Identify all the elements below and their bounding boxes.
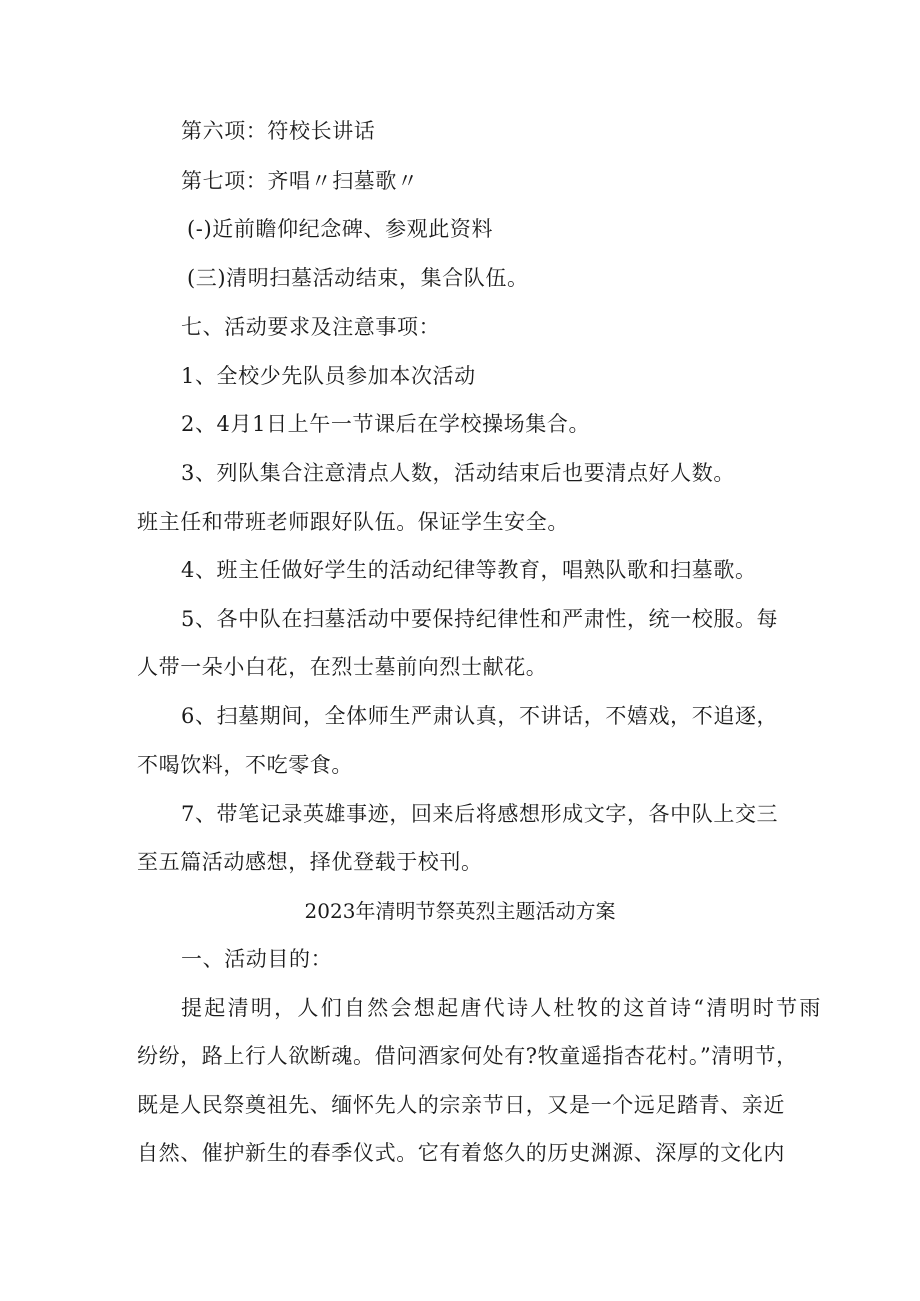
requirement-1: 1、全校少先队员参加本次活动 (181, 364, 476, 388)
requirement-3-line-1: 3、列队集合注意清点人数，活动结束后也要清点好人数。 (181, 461, 735, 485)
section-heading-7: 七、活动要求及注意事项： (181, 315, 441, 339)
requirement-3-line-2: 班主任和带班老师跟好队伍。保证学生安全。 (137, 510, 569, 534)
requirement-6-line-1: 6、扫墓期间，全体师生严肃认真，不讲话，不嬉戏，不追逐， (181, 704, 779, 728)
sub-item-3: (三)清明扫墓活动结束，集合队伍。 (187, 266, 529, 290)
requirement-7-line-1: 7、带笔记录英雄事迹，回来后将感想形成文字，各中队上交三 (181, 802, 779, 826)
requirement-6-line-2: 不喝饮料，不吃零食。 (137, 753, 353, 777)
requirement-5-line-1: 5、各中队在扫墓活动中要保持纪律性和严肃性，统一校服。每 (181, 607, 779, 631)
requirement-2: 2、4月1日上午一节课后在学校操场集合。 (181, 412, 591, 436)
agenda-item-7: 第七项：齐唱〃扫墓歌〃 (181, 169, 419, 193)
agenda-item-6: 第六项：符校长讲话 (181, 119, 376, 143)
paragraph-line-4: 自然、催护新生的春季仪式。它有着悠久的历史渊源、深厚的文化内 (137, 1141, 785, 1165)
section-heading-1: 一、活动目的： (181, 947, 333, 971)
document-title: 2023年清明节祭英烈主题活动方案 (304, 899, 616, 923)
paragraph-line-3: 既是人民祭奠祖先、缅怀先人的宗亲节日，又是一个远足踏青、亲近 (137, 1093, 785, 1117)
paragraph-line-2: 纷纷，路上行人欲断魂。借问酒家何处有?牧童遥指杏花村。”清明节， (137, 1044, 798, 1068)
requirement-5-line-2: 人带一朵小白花，在烈士墓前向烈士献花。 (137, 655, 548, 679)
requirement-4: 4、班主任做好学生的活动纪律等教育，唱熟队歌和扫墓歌。 (181, 558, 757, 582)
requirement-7-line-2: 至五篇活动感想，择优登载于校刊。 (137, 850, 483, 874)
sub-item-2: (-)近前瞻仰纪念碑、参观此资料 (187, 217, 494, 241)
paragraph-line-1: 提起清明，人们自然会想起唐代诗人杜牧的这首诗“清明时节雨 (181, 996, 821, 1020)
